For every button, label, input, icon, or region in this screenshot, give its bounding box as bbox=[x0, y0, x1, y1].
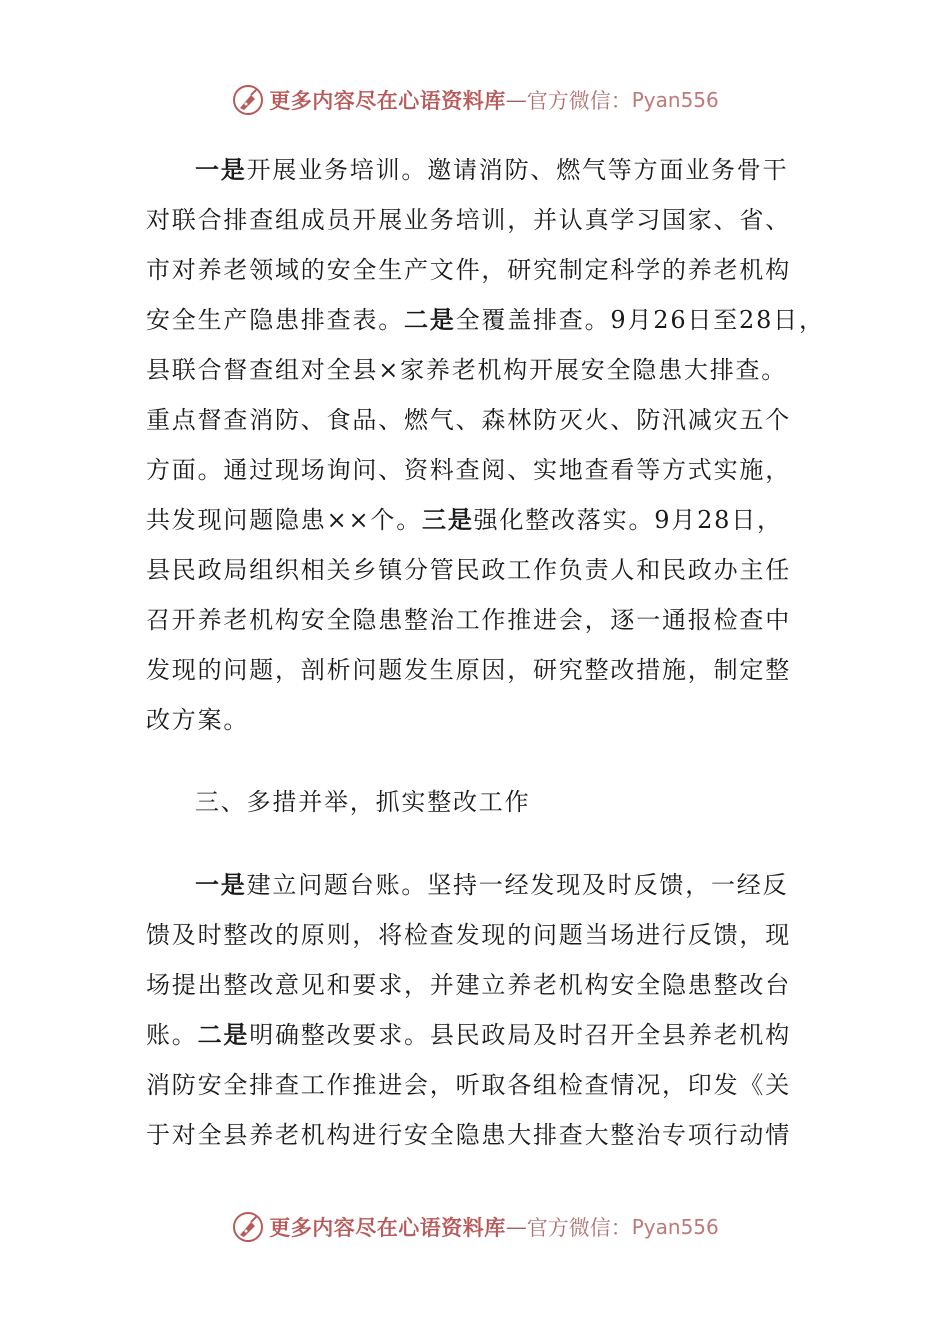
banner-wechat-id: Pyan556 bbox=[631, 88, 719, 112]
section3-paragraph bbox=[146, 860, 826, 1160]
text-line: 县联合督查组对全县×家养老机构开展安全隐患大排查。 bbox=[146, 356, 788, 384]
banner-wechat-id: Pyan556 bbox=[631, 1215, 719, 1239]
text-line: 馈及时整改的原则，将检查发现的问题当场进行反馈，现 bbox=[146, 921, 791, 949]
pen-nib-circle-icon bbox=[231, 83, 265, 117]
text-line: 县民政局组织相关乡镇分管民政工作负责人和民政办主任 bbox=[146, 556, 791, 584]
text-line: 召开养老机构安全隐患整治工作推进会，逐一通报检查中 bbox=[146, 606, 791, 634]
text-line: 发现的问题，剖析问题发生原因，研究整改措施，制定整 bbox=[146, 656, 791, 684]
footer-banner bbox=[0, 1207, 950, 1247]
text-line: 一是开展业务培训。邀请消防、燃气等方面业务骨干 bbox=[195, 156, 789, 184]
text-line: 账。二是明确整改要求。县民政局及时召开全县养老机构 bbox=[146, 1021, 792, 1049]
section3-heading-block bbox=[146, 777, 826, 827]
banner-separator: — bbox=[505, 1215, 527, 1239]
text-line: 共发现问题隐患××个。三是强化整改落实。9月28日， bbox=[146, 506, 783, 534]
banner-separator: — bbox=[505, 88, 527, 112]
pen-nib-circle-icon bbox=[231, 1210, 265, 1244]
text-line: 重点督查消防、食品、燃气、森林防灭火、防汛减灾五个 bbox=[146, 406, 791, 434]
banner-label: 官方微信： bbox=[526, 1216, 632, 1240]
section2-paragraph bbox=[146, 145, 826, 745]
section-heading: 三、多措并举，抓实整改工作 bbox=[195, 788, 531, 816]
banner-label: 官方微信： bbox=[526, 89, 632, 113]
text-line: 对联合排查组成员开展业务培训，并认真学习国家、省、 bbox=[146, 206, 791, 234]
text-line: 场提出整改意见和要求，并建立养老机构安全隐患整改台 bbox=[146, 971, 791, 999]
text-line: 一是建立问题台账。坚持一经发现及时反馈，一经反 bbox=[195, 871, 789, 899]
text-line: 消防安全排查工作推进会，听取各组检查情况，印发《关 bbox=[146, 1071, 791, 1099]
text-line: 方面。通过现场询问、资料查阅、实地查看等方式实施， bbox=[146, 456, 791, 484]
text-line: 于对全县养老机构进行安全隐患大排查大整治专项行动情 bbox=[146, 1121, 791, 1149]
header-banner bbox=[0, 80, 950, 120]
text-line: 安全生产隐患排查表。二是全覆盖排查。9月26日至28日， bbox=[146, 306, 825, 334]
banner-brand: 更多内容尽在心语资料库 bbox=[269, 88, 506, 113]
text-line: 市对养老领域的安全生产文件，研究制定科学的养老机构 bbox=[146, 256, 791, 284]
text-line: 改方案。 bbox=[146, 706, 250, 734]
banner-brand: 更多内容尽在心语资料库 bbox=[269, 1215, 506, 1240]
